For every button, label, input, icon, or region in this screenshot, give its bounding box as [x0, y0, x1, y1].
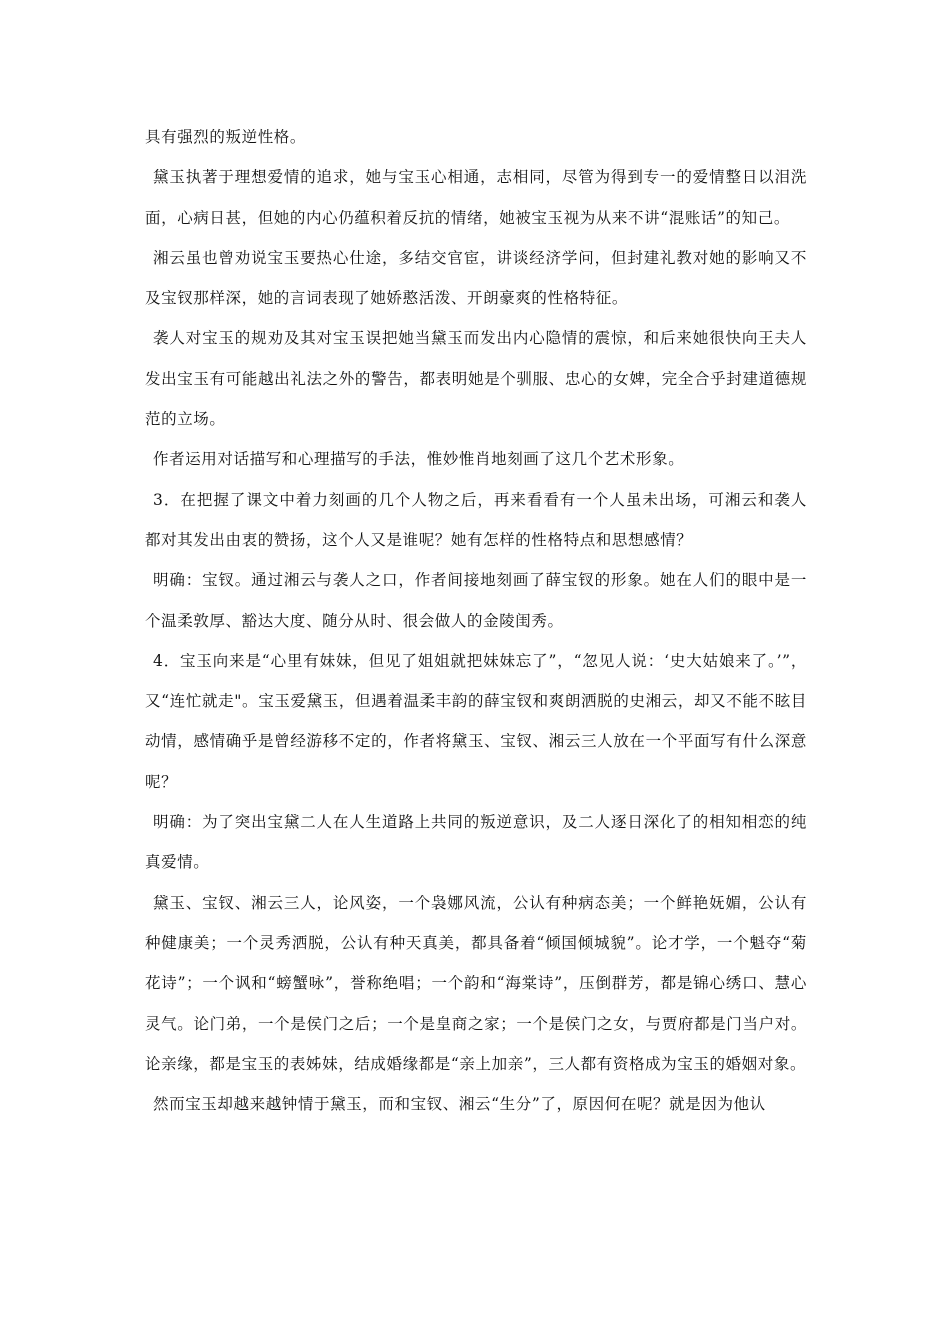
- paragraph-xiren: 袭人对宝玉的规劝及其对宝玉误把她当黛玉而发出内心隐情的震惊，和后来她很快向王夫人发出宝玉有可能越出礼法之外的警告，都表明她是个驯服、忠心的女婢，完全合乎封建道德规范的立场。: [145, 329, 807, 429]
- paragraph-baoyu-choice: 然而宝玉却越来越钟情于黛玉，而和宝钗、湘云“生分”了，原因何在呢？就是因为他认: [153, 1095, 766, 1114]
- paragraph-rebellious-character: 具有强烈的叛逆性格。: [145, 128, 307, 146]
- paragraph-answer-4: 明确：为了突出宝黛二人在人生道路上共同的叛逆意识，及二人逐日深化了的相知相恋的纯真爱情。: [145, 813, 807, 872]
- paragraph-xiangyun: 湘云虽也曾劝说宝玉要热心仕途，多结交官宦，讲谈经济学问，但封建礼教对她的影响又不及宝钗那样深，她的言词表现了她娇憨活泼、开朗豪爽的性格特征。: [145, 248, 807, 308]
- paragraph-author-technique: 作者运用对话描写和心理描写的手法，惟妙惟肖地刻画了这几个艺术形象。: [153, 450, 685, 469]
- paragraph-answer-3: 明确：宝钗。通过湘云与袭人之口，作者间接地刻画了薛宝钗的形象。她在人们的眼中是一个温柔敦厚、豁达大度、随分从时、很会做人的金陵闺秀。: [145, 571, 807, 630]
- paragraph-question-3: 3．在把握了课文中着力刻画的几个人物之后，再来看看有一个人虽未出场，可湘云和袭人都对其发出由衷的赞扬，这个人又是谁呢？她有怎样的性格特点和思想感情？: [145, 490, 807, 549]
- paragraph-daiyu: 黛玉执著于理想爱情的追求，她与宝玉心相通，志相同，尽管为得到专一的爱情整日以泪洗面，心病日甚，但她的内心仍蕴积着反抗的情绪，她被宝玉视为从来不讲“混账话”的知己。: [145, 168, 807, 227]
- paragraph-question-4: 4．宝玉向来是“心里有妹妹，但见了姐姐就把妹妹忘了”，“忽见人说：‘史大姑娘来了。’”，又“连忙就走"。宝玉爱黛玉，但遇着温柔丰韵的薛宝钗和爽朗洒脱的史湘云，却又不能不眩目动情，感情确乎是曾经游移不定的，作者将黛玉、宝钗、湘云三人放在一个平面写有什么深意呢？: [145, 651, 807, 791]
- document-body: [145, 117, 807, 1124]
- paragraph-three-ladies: 黛玉、宝钗、湘云三人，论风姿，一个袅娜风流，公认有种病态美；一个鲜艳妩媚，公认有种健康美；一个灵秀洒脱，公认有种天真美，都具备着“倾国倾城貌”。论才学，一个魁夺“菊花诗”；一个讽和“螃蟹咏”，誉称绝唱；一个韵和“海棠诗”，压倒群芳，都是锦心绣口、慧心灵气。论门弟，一个是侯门之后；一个是皇商之家；一个是侯门之女，与贾府都是门当户对。论亲缘，都是宝玉的表姊妹，结成婚缘都是“亲上加亲”，三人都有资格成为宝玉的婚姻对象。: [145, 893, 807, 1073]
